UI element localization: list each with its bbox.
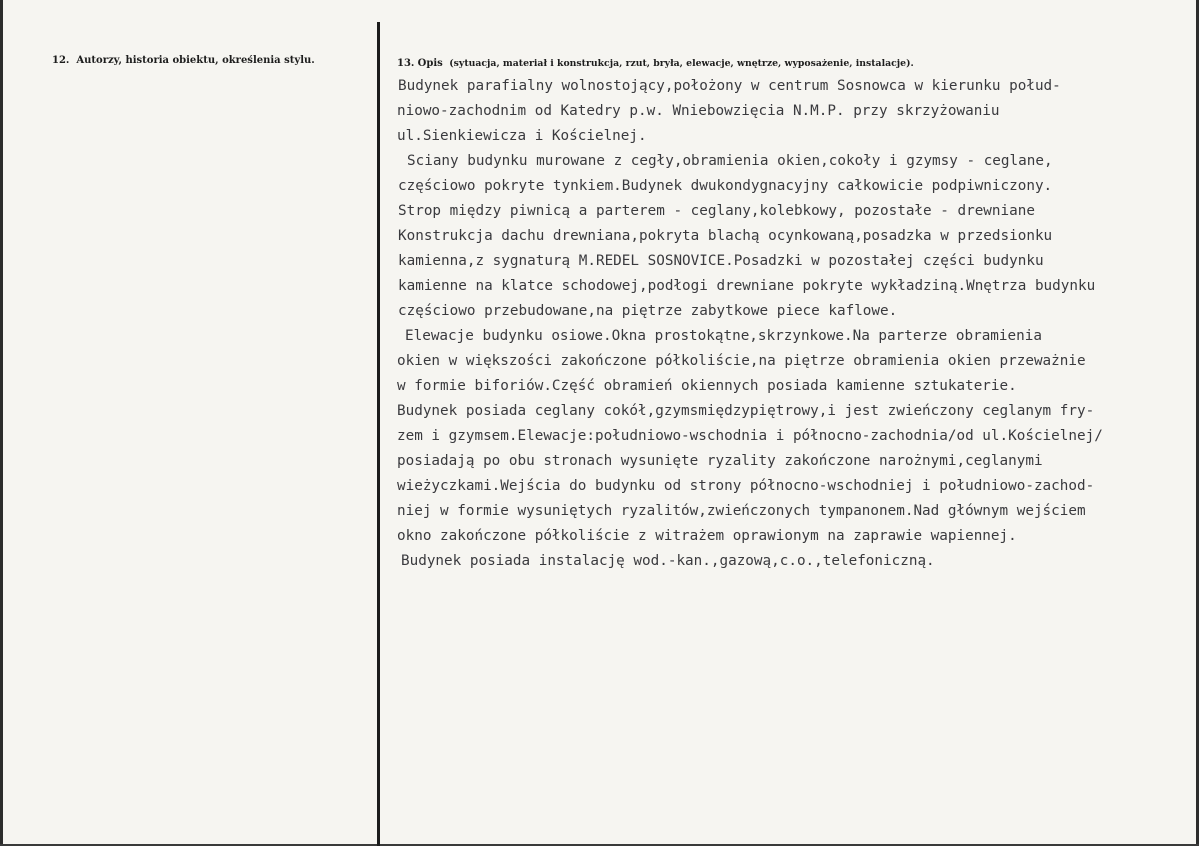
description-line: częściowo przebudowane,na piętrze zabytkowe piece kaflowe.: [398, 303, 898, 319]
description-line: Budynek posiada instalację wod.-kan.,gazową,c.o.,telefoniczną.: [401, 553, 935, 569]
description-line: okien w większości zakończone półkoliście,na piętrze obramienia okien przeważnie: [397, 353, 1086, 369]
description-line: niej w formie wysuniętych ryzalitów,zwieńczonych tympanonem.Nad głównym wejściem: [397, 503, 1086, 519]
description-line: Konstrukcja dachu drewniana,pokryta blachą ocynkowaną,posadzka w przedsionku: [398, 228, 1053, 244]
description-line: zem i gzymsem.Elewacje:południowo-wschodnia i północno-zachodnia/od ul.Kościelnej/: [397, 428, 1103, 444]
scan-edge-left: [0, 0, 3, 846]
section-13-subtitle: (sytuacja, materiał i konstrukcja, rzut, bryła, elewacje, wnętrze, wyposażenie, instalacje).: [449, 58, 914, 69]
description-line: Strop między piwnicą a parterem - ceglany,kolebkowy, pozostałe - drewniane: [398, 203, 1035, 219]
description-line: posiadają po obu stronach wysunięte ryzality zakończone narożnymi,ceglanymi: [397, 453, 1043, 469]
description-line: Budynek parafialny wolnostojący,położony w centrum Sosnowca w kierunku połud-: [398, 78, 1061, 94]
description-line: kamienne na klatce schodowej,podłogi drewniane pokryte wykładziną.Wnętrza budynku: [398, 278, 1096, 294]
description-line: Budynek posiada ceglany cokół,gzymsmiędzypiętrowy,i jest zwieńczony ceglanym fry-: [397, 403, 1095, 419]
description-line: okno zakończone półkoliście z witrażem oprawionym na zaprawie wapiennej.: [397, 528, 1017, 544]
section-13-heading: [397, 58, 914, 69]
section-13-number: 13.: [397, 58, 415, 69]
section-13-title: Opis: [417, 58, 443, 69]
description-line: Sciany budynku murowane z cegły,obramienia okien,cokoły i gzymsy - ceglane,: [407, 153, 1053, 169]
section-12-heading: [52, 55, 315, 66]
description-line: niowo-zachodnim od Katedry p.w. Wniebowzięcia N.M.P. przy skrzyżowaniu: [397, 103, 1000, 119]
description-line: częściowo pokryte tynkiem.Budynek dwukondygnacyjny całkowicie podpiwniczony.: [398, 178, 1053, 194]
column-divider: [377, 22, 380, 846]
description-line: wieżyczkami.Wejścia do budynku od strony północno-wschodniej i południowo-zachod-: [397, 478, 1095, 494]
description-line: kamienna,z sygnaturą M.REDEL SOSNOVICE.Posadzki w pozostałej części budynku: [398, 253, 1044, 269]
section-12-title: Autorzy, historia obiektu, określenia stylu.: [76, 55, 315, 66]
description-line: w formie biforiów.Część obramień okiennych posiada kamienne sztukaterie.: [397, 378, 1017, 394]
description-line: Elewacje budynku osiowe.Okna prostokątne,skrzynkowe.Na parterze obramienia: [405, 328, 1042, 344]
section-12-number: 12.: [52, 55, 70, 66]
description-line: ul.Sienkiewicza i Kościelnej.: [397, 128, 647, 144]
